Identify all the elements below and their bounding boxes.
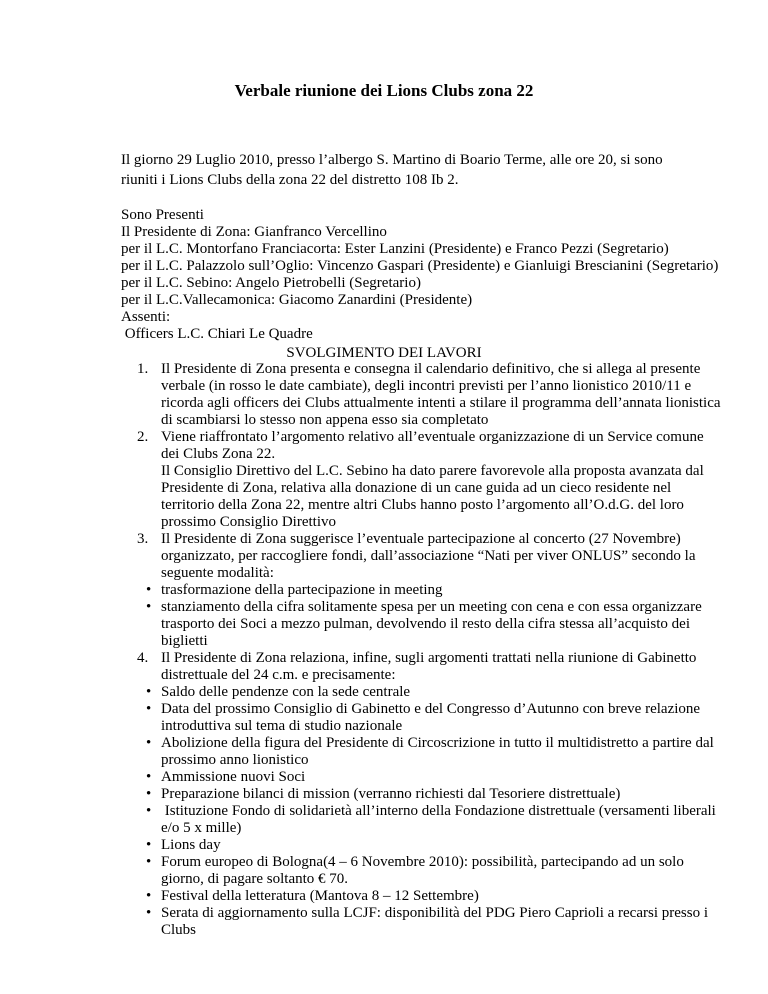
bullet-item	[121, 888, 721, 905]
bullet-item	[121, 599, 721, 650]
bullet-marker: •	[146, 582, 152, 598]
absent-line: Officers L.C. Chiari Le Quadre	[121, 326, 313, 342]
attendance-line: per il L.C. Sebino: Angelo Pietrobelli (Segretario)	[121, 275, 421, 291]
attendance-line: per il L.C. Palazzolo sull’Oglio: Vincenzo Gaspari (Presidente) e Gianluigi Brescianini (Segretario)	[121, 258, 719, 274]
bullet-marker: •	[146, 786, 152, 802]
document-title: Verbale riunione dei Lions Clubs zona 22	[234, 81, 534, 100]
bullet-text: Preparazione bilanci di mission (verranno richiesti dal Tesoriere distrettuale)	[161, 786, 621, 802]
bullet-marker: •	[146, 599, 152, 615]
numbered-item	[121, 361, 721, 429]
bullet-text: Serata di aggiornamento sulla LCJF: disponibilità del PDG Piero Caprioli a recarsi presso i Clubs	[161, 905, 708, 938]
attendance-line: Il Presidente di Zona: Gianfranco Vercellino	[121, 224, 387, 240]
absent-heading: Assenti:	[121, 309, 171, 325]
bullet-text: Data del prossimo Consiglio di Gabinetto e del Congresso d’Autunno con breve relazione introduttiva sul tema di studio nazionale	[161, 701, 701, 734]
item-number: 3.	[137, 531, 149, 547]
bullet-item	[121, 803, 721, 837]
bullet-item	[121, 684, 721, 701]
bullet-text: Abolizione della figura del Presidente di Circoscrizione in tutto il multidistretto a partire dal prossimo anno lionistico	[161, 735, 714, 768]
bullet-marker: •	[146, 701, 152, 717]
numbered-item	[121, 429, 721, 531]
item-text: Il Presidente di Zona suggerisce l’eventuale partecipazione al concerto (27 Novembre) organizzato, per raccogliere fondi, dall’associazione “Nati per viver ONLUS” secondo la seguente modalità:	[161, 531, 696, 581]
attendance-heading: Sono Presenti	[121, 207, 204, 223]
bullet-text: Festival della letteratura (Mantova 8 – 12 Settembre)	[161, 888, 479, 904]
bullet-item	[121, 905, 721, 939]
item-text: Il Presidente di Zona presenta e consegna il calendario definitivo, che si allega al presente verbale (in rosso le date cambiate), degli incontri previsti per l’anno lionistico 2010/11 e ricorda agli officers dei Clubs attualmente intenti a stilare il programma dell’annata lionistica di scambiarsi lo stesso non appena esso sia completato	[161, 361, 721, 428]
bullet-item	[121, 786, 721, 803]
bullet-item	[121, 854, 721, 888]
bullet-marker: •	[146, 769, 152, 785]
item-number: 4.	[137, 650, 149, 666]
bullet-marker: •	[146, 854, 152, 870]
item-text-continuation: Il Consiglio Direttivo del L.C. Sebino ha dato parere favorevole alla proposta avanzata dal Presidente di Zona, relativa alla donazione di un cane guida ad un cieco residente nel territorio della Zona 22, mentre altri Clubs hanno posto l’argomento all’O.d.G. del loro prossimo Consiglio Direttivo	[161, 463, 704, 530]
bullet-marker: •	[146, 837, 152, 853]
item-number: 1.	[137, 361, 149, 377]
attendance-line: per il L.C.Vallecamonica: Giacomo Zanardini (Presidente)	[121, 292, 473, 308]
numbered-item	[121, 650, 721, 684]
bullet-marker: •	[146, 735, 152, 751]
item-number: 2.	[137, 429, 149, 445]
bullet-marker: •	[146, 803, 152, 819]
bullet-text: Ammissione nuovi Soci	[161, 769, 306, 785]
bullet-item	[121, 582, 721, 599]
bullet-marker: •	[146, 684, 152, 700]
bullet-text: Forum europeo di Bologna(4 – 6 Novembre 2010): possibilità, partecipando ad un solo giorno, di pagare soltanto € 70.	[161, 854, 684, 887]
bullet-text: trasformazione della partecipazione in meeting	[161, 582, 443, 598]
bullet-text: Lions day	[161, 837, 221, 853]
bullet-marker: •	[146, 888, 152, 904]
numbered-item	[121, 531, 721, 582]
attendance-section	[121, 207, 741, 343]
bullet-item	[121, 735, 721, 769]
bullet-text: stanziamento della cifra solitamente spesa per un meeting con cena e con essa organizzare trasporto dei Soci a mezzo pulman, devolvendo il resto della cifra stessa all’acquisto dei biglietti	[161, 599, 702, 649]
intro-paragraph: Il giorno 29 Luglio 2010, presso l’albergo S. Martino di Boario Terme, alle ore 20, si sono riuniti i Lions Clubs della zona 22 del distretto 108 Ib 2.	[121, 152, 663, 188]
bullet-item	[121, 701, 721, 735]
item-text: Il Presidente di Zona relaziona, infine, sugli argomenti trattati nella riunione di Gabinetto distrettuale del 24 c.m. e precisamente:	[161, 650, 697, 683]
bullet-marker: •	[146, 905, 152, 921]
attendance-line: per il L.C. Montorfano Franciacorta: Ester Lanzini (Presidente) e Franco Pezzi (Segretario)	[121, 241, 669, 257]
bullet-item	[121, 837, 721, 854]
item-text: Viene riaffrontato l’argomento relativo all’eventuale organizzazione di un Service comune dei Clubs Zona 22.	[161, 429, 704, 462]
work-list	[121, 361, 721, 939]
bullet-item	[121, 769, 721, 786]
bullet-text: Saldo delle pendenze con la sede centrale	[161, 684, 411, 700]
section-title: SVOLGIMENTO DEI LAVORI	[286, 345, 482, 361]
bullet-text: Istituzione Fondo di solidarietà all’interno della Fondazione distrettuale (versamenti liberali e/o 5 x mille)	[161, 803, 720, 836]
